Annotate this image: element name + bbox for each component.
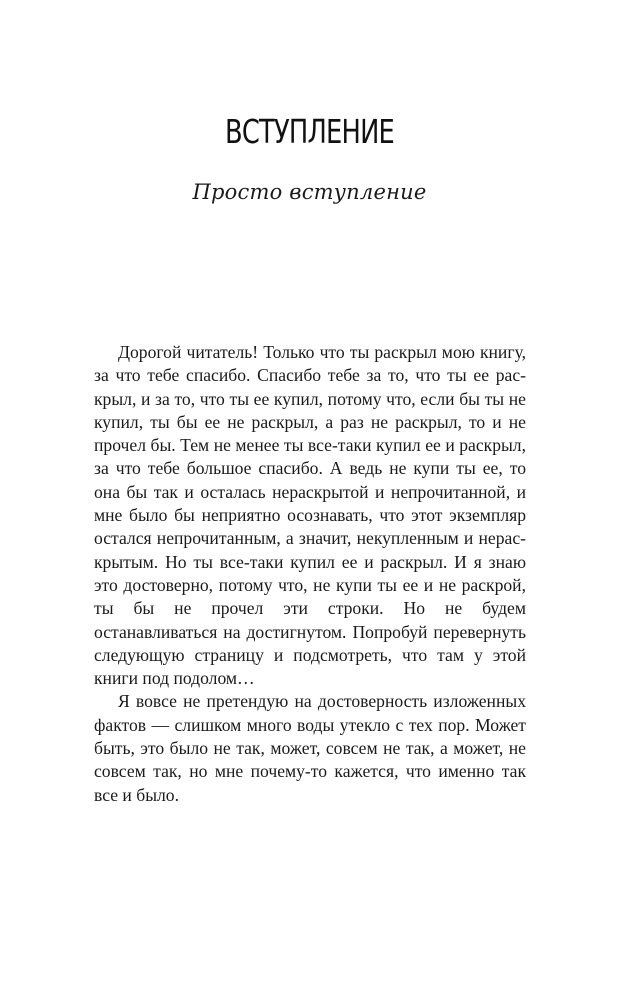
paragraph-2: Я вовсе не претендую на достоверность изложенных фактов — слишком много воды утекло с тех пор. Может быть, это было не так, может, совсем не так, а может, не совсем так, но мне почему-то кажется, что именно так все и было. (94, 691, 526, 805)
body-text (94, 341, 526, 807)
chapter-subtitle: Просто вступление (192, 180, 427, 204)
chapter-title: ВСТУПЛЕНИЕ (224, 112, 395, 151)
paragraph-1: Дорогой читатель! Только что ты раскрыл мою книгу, за что тебе спасибо. Спасибо тебе за то, что ты ее раскрыл, и за то, что ты ее купил, потому что, если бы ты не купил, ты бы ее не раскрыл, а раз не раскрыл, то и не прочел бы. Тем не менее ты все-таки купил ее и раскрыл, за что тебе большое спасибо. А ведь не купи ты ее, то она бы так и осталась нераскрытой и непрочитанной, и мне было бы неприятно осознавать, что этот экземпляр остался непрочитанным, а значит, некупленным и нераскрытым. Но ты все-таки купил ее и раскрыл. И я знаю это достоверно, потому что, не купи ты ее и не раскрой, ты бы не прочел эти строки. Но не будем останавливаться на достигнутом. Попробуй перевернуть следующую страницу и подсмотреть, что там у этой книги под подолом… (94, 342, 526, 689)
